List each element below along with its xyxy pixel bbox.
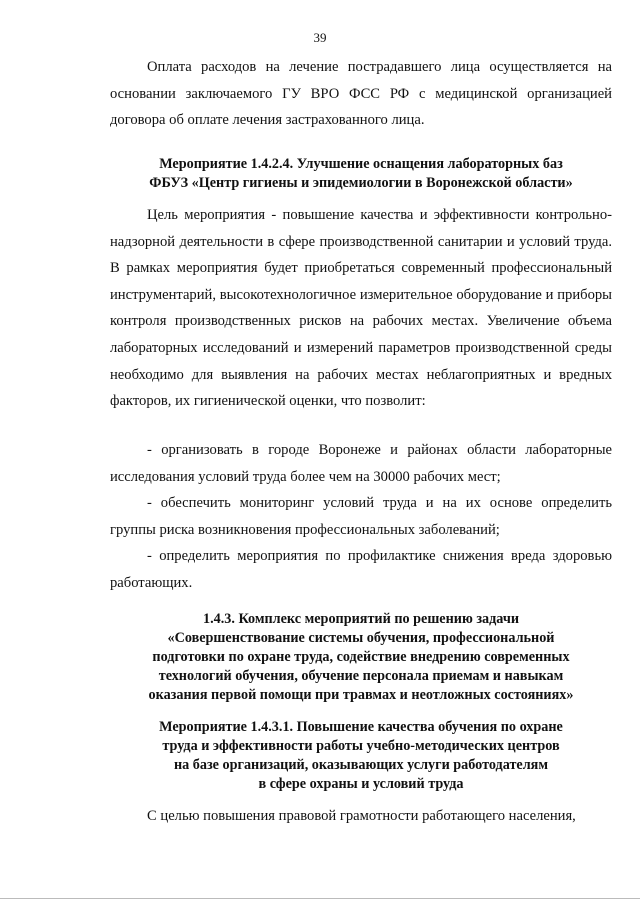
heading-line: «Совершенствование системы обучения, профессиональной (167, 630, 555, 646)
paragraph-legal-literacy: С целью повышения правовой грамотности работающего населения, (147, 808, 576, 824)
page-edge-divider (0, 898, 640, 899)
heading-line: подготовки по охране труда, содействие внедрению современных (152, 649, 570, 665)
heading-measure-1-4-2-4 (110, 155, 612, 193)
paragraph-payment: Оплата расходов на лечение пострадавшего лица осуществляется на основании заключаемого ГУ ВРО ФСС РФ с медицинской организацией договора об оплате лечения застрахованного лица. (110, 59, 612, 129)
heading-line: ФБУЗ «Центр гигиены и эпидемиологии в Воронежской области» (149, 175, 573, 191)
heading-complex-1-4-3 (110, 610, 612, 705)
heading-measure-1-4-3-1 (110, 718, 612, 794)
heading-line: Мероприятие 1.4.3.1. Повышение качества обучения по охране (159, 719, 563, 735)
heading-line: Мероприятие 1.4.2.4. Улучшение оснащения лабораторных баз (159, 156, 563, 172)
heading-line: технологий обучения, обучение персонала приемам и навыкам (158, 668, 564, 684)
bullet-item: - организовать в городе Воронеже и районах области лабораторные исследования условий труда более чем на 30000 рабочих мест; (110, 442, 612, 485)
bullet-item: - определить мероприятия по профилактике снижения вреда здоровью работающих. (110, 548, 612, 591)
heading-line: 1.4.3. Комплекс мероприятий по решению задачи (202, 611, 520, 627)
heading-line: труда и эффективности работы учебно-методических центров (162, 738, 560, 754)
bullet-item: - обеспечить мониторинг условий труда и на их основе определить группы риска возникновения профессиональных заболеваний; (110, 495, 612, 538)
paragraph-goal: Цель мероприятия - повышение качества и эффективности контрольно-надзорной деятельности в сфере производственной санитарии и условий труда. В рамках мероприятия будет приобретаться современный профессиональный инструментарий, высокотехнологичное измерительное оборудование и приборы контроля производственных рисков на рабочих местах. Увеличение объема лабораторных исследований и измерений параметров производственной среды необходимо для выявления на рабочих местах неблагоприятных и вредных факторов, их гигиенической оценки, что позволит: (110, 207, 612, 410)
heading-line: в сфере охраны и условий труда (258, 776, 464, 792)
page-number: 39 (313, 30, 327, 45)
heading-line: на базе организаций, оказывающих услуги работодателям (173, 757, 549, 773)
heading-line: оказания первой помощи при травмах и неотложных состояниях» (148, 687, 574, 703)
